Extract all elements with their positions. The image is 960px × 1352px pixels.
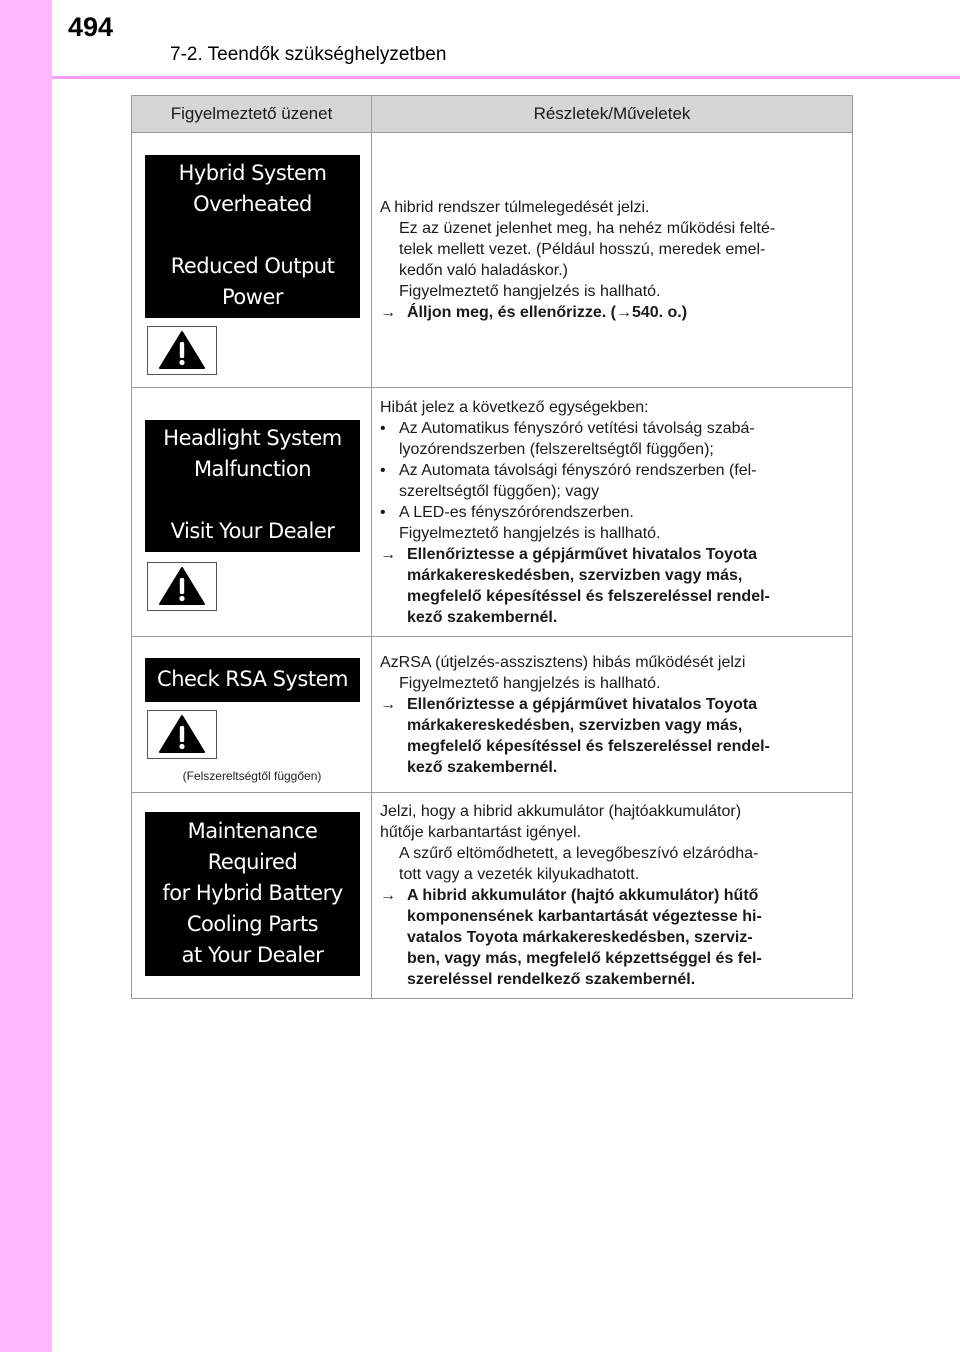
warning-light-box [147,562,217,611]
detail-note: tott vagy a vezeték kilyukadhatott. [399,866,640,883]
action-text: márkakereskedésben, szervizben vagy más, [407,566,743,584]
screen-line: Overheated [193,192,312,216]
detail-action [380,906,842,927]
detail-note: Ez az üzenet jelenhet meg, ha nehéz működési felté- [399,220,776,237]
arrow-right-icon: → [380,304,396,321]
action-text: szereléssel rendelkező szakembernél. [407,971,696,988]
table-row [132,793,853,999]
detail-note: A szűrő eltömődhetett, a levegőbeszívó elzáródha- [399,845,759,862]
detail-note: Figyelmeztető hangjelzés is hallható. [399,674,661,692]
detail-bullet [380,502,842,523]
display-message-image [145,658,360,702]
bullet-text: Az Automata távolsági fényszóró rendszerben (fel- [399,461,757,479]
exclamation-triangle-icon [158,566,206,606]
screen-line: Malfunction [193,457,312,481]
detail-intro: AzRSA (útjelzés-asszisztens) hibás működését jelzi [380,653,746,671]
detail-action [380,927,842,948]
screen-line: for Hybrid Battery [162,881,343,905]
action-text: Ellenőriztesse a gépjárművet hivatalos Toyota [407,545,758,563]
detail-action [380,586,842,607]
side-tab-strip [0,0,52,1352]
detail-note: Figyelmeztető hangjelzés is hallható. [399,524,661,542]
bullet-text: A LED-es fényszórórendszerben. [399,503,634,521]
action-text: Ellenőriztesse a gépjárművet hivatalos Toyota [407,695,758,713]
warning-light-box [147,710,217,759]
detail-action [380,715,842,736]
arrow-right-icon: → [380,887,396,904]
action-text: megfelelő képesítéssel és felszereléssel rendel- [407,587,770,605]
bullet-mark: • [380,461,386,479]
details-cell [372,133,853,388]
action-text: megfelelő képesítéssel és felszereléssel rendel- [407,737,770,755]
message-cell [132,793,372,999]
detail-action [380,565,842,586]
bullet-text: szereltségtől függően); vagy [399,482,600,500]
equipment-note: (Felszereltségtől függően) [182,769,322,783]
message-cell [132,388,372,637]
table-row [132,637,853,793]
message-cell [132,133,372,388]
bullet-mark: • [380,503,386,521]
detail-intro: hűtője karbantartást igényel. [380,824,582,841]
detail-action [380,757,842,778]
detail-intro: Jelzi, hogy a hibrid akkumulátor (hajtóakkumulátor) [380,803,742,820]
page-number: 494 [68,12,114,42]
detail-intro: Hibát jelez a következő egységekben: [380,398,649,416]
action-text: márkakereskedésben, szervizben vagy más, [407,716,743,734]
screen-line: at Your Dealer [181,943,324,967]
detail-note: Figyelmeztető hangjelzés is hallható. [399,283,661,300]
action-text: komponensének karbantartását végeztesse hi- [407,908,762,925]
header-rule [52,76,960,79]
warning-message-table [131,95,853,999]
detail-action [380,302,842,323]
message-cell [132,637,372,793]
display-message-image [145,155,360,318]
detail-action [380,544,842,565]
detail-action [380,885,842,906]
column-header-message: Figyelmeztető üzenet [132,96,372,133]
action-text: Álljon meg, és ellenőrizze. (→540. o.) [407,304,688,321]
screen-line: Visit Your Dealer [170,519,335,543]
action-text: vatalos Toyota márkakereskedésben, szerviz- [407,929,753,946]
action-text: kező szakembernél. [407,758,558,776]
action-text: A hibrid akkumulátor (hajtó akkumulátor) hűtő [407,887,759,904]
display-message-image [145,812,360,976]
arrow-right-icon: → [380,695,396,713]
screen-line: Check RSA System [157,667,348,691]
detail-bullet [380,460,842,481]
bullet-mark: • [380,419,386,437]
column-header-details: Részletek/Műveletek [372,96,853,133]
detail-action [380,736,842,757]
detail-note: telek mellett vezet. (Például hosszú, meredek emel- [399,241,766,258]
action-text: kező szakembernél. [407,608,558,626]
detail-note: kedőn való haladáskor.) [399,262,568,279]
warning-light-box [147,326,217,375]
bullet-text: lyozórendszerben (felszereltségtől függően); [399,440,714,458]
table-row [132,133,853,388]
details-cell [372,388,853,637]
exclamation-triangle-icon [158,330,206,370]
detail-action [380,969,842,990]
details-cell [372,637,853,793]
detail-bullet [380,418,842,439]
details-cell [372,793,853,999]
screen-line: Reduced Output [170,254,335,278]
detail-action [380,948,842,969]
detail-action [380,607,842,628]
screen-line: Maintenance [187,819,318,843]
detail-intro: A hibrid rendszer túlmelegedését jelzi. [380,199,650,216]
page-header [52,0,960,78]
screen-line: Power [222,285,283,309]
screen-line: Headlight System [163,426,342,450]
screen-line: Hybrid System [178,161,327,185]
bullet-text: Az Automatikus fényszóró vetítési távolság szabá- [399,419,755,437]
table-row [132,388,853,637]
detail-action [380,694,842,715]
display-message-image [145,420,360,552]
table-header-row [132,96,853,133]
screen-line: Required [207,850,298,874]
exclamation-triangle-icon [158,714,206,754]
screen-line: Cooling Parts [186,912,319,936]
section-title: 7-2. Teendők szükséghelyzetben [170,44,447,65]
action-text: ben, vagy más, megfelelő képzettséggel és fel- [407,950,762,967]
arrow-right-icon: → [380,545,396,563]
